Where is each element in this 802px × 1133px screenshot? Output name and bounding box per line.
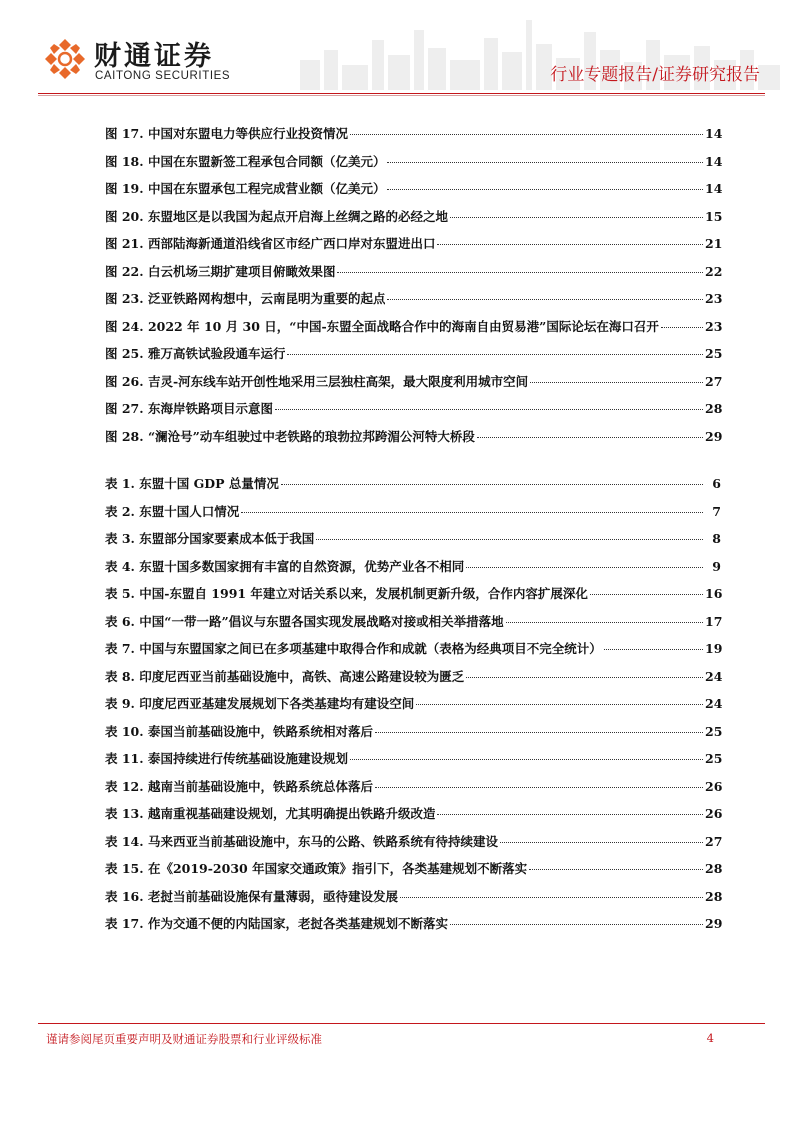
toc-table-entry-label: 表 14. 马来西亚当前基础设施中，东马的公路、铁路系统有待持续建设: [105, 833, 498, 849]
dot-leader: [316, 539, 703, 540]
toc-figure-entry[interactable]: [105, 372, 721, 400]
dot-leader: [477, 437, 703, 438]
toc-table-entry-label: 表 8. 印度尼西亚当前基础设施中，高铁、高速公路建设较为匮乏: [105, 668, 465, 684]
dot-leader: [387, 299, 703, 300]
dot-leader: [387, 162, 703, 163]
dot-leader: [506, 622, 703, 623]
toc-table-entry-page: 9: [712, 558, 721, 574]
toc-figure-entry-page: 15: [705, 208, 723, 224]
toc-table-entry-page: 6: [712, 476, 721, 491]
toc-table-entry-label: 表 9. 印度尼西亚基建发展规划下各类基建均有建设空间: [105, 696, 415, 711]
toc-figure-entry-label: 图 25. 雅万高铁试验段通车运行: [105, 346, 286, 361]
dot-leader: [661, 327, 703, 328]
toc-table-entry-label: 表 11. 泰国持续进行传统基础设施建设规划: [105, 751, 348, 766]
dot-leader: [450, 924, 703, 925]
dot-leader: [604, 649, 703, 650]
dot-leader: [437, 814, 703, 815]
dot-leader: [375, 732, 703, 733]
toc-table-entry-label: 表 1. 东盟十国 GDP 总量情况: [105, 476, 279, 491]
toc-figure-entry-label: 图 27. 东海岸铁路项目示意图: [105, 401, 273, 416]
dot-leader: [466, 677, 703, 678]
toc-table-entry-page: 7: [712, 503, 721, 519]
footer-disclaimer[interactable]: 谨请参阅尾页重要声明及财通证券股票和行业评级标准: [46, 1032, 322, 1046]
toc-table-entry-label: 表 3. 东盟部分国家要素成本低于我国: [105, 531, 315, 546]
toc-table-entry-label: 表 6. 中国“一带一路”倡议与东盟各国实现发展战略对接或相关举措落地: [105, 613, 504, 629]
toc-table-entry[interactable]: [105, 722, 721, 750]
toc-figure-entry[interactable]: [105, 317, 721, 345]
toc-table-entry[interactable]: [105, 694, 721, 722]
toc-figure-entry[interactable]: [105, 399, 721, 427]
toc-figure-entry[interactable]: [105, 179, 721, 207]
dot-leader: [287, 354, 703, 355]
toc-figure-entry[interactable]: [105, 234, 721, 262]
toc-table-entry-page: 19: [705, 641, 723, 656]
report-type: 行业专题报告/证券研究报告: [550, 65, 760, 85]
toc-figure-entry[interactable]: [105, 289, 721, 317]
dot-leader: [450, 217, 703, 218]
toc-table-entry[interactable]: [105, 914, 721, 942]
dot-leader: [375, 787, 703, 788]
toc-table-entry[interactable]: [105, 859, 721, 887]
toc-table-entry-label: 表 4. 东盟十国多数国家拥有丰富的自然资源，优势产业各不相同: [105, 558, 465, 574]
dot-leader: [416, 704, 703, 705]
dot-leader: [281, 484, 703, 485]
toc-table-entry[interactable]: [105, 639, 721, 667]
dot-leader: [275, 409, 703, 410]
toc-table-entry[interactable]: [105, 584, 721, 612]
dot-leader: [529, 869, 703, 870]
toc-table-entry-page: 26: [705, 806, 723, 821]
brand-name-cn: 财通证券: [94, 41, 214, 72]
toc-table-entry-page: 24: [705, 668, 723, 684]
toc-table-entry[interactable]: [105, 667, 721, 695]
toc-table-entry-page: 27: [705, 833, 723, 849]
toc-figure-entry-page: 28: [705, 401, 723, 416]
toc-table-entry-label: 表 2. 东盟十国人口情况: [105, 503, 240, 519]
dot-leader: [337, 272, 703, 273]
toc-table-entry-page: 26: [705, 778, 723, 794]
toc-figure-entry-page: 14: [705, 181, 723, 196]
toc-figure-entry[interactable]: [105, 207, 721, 235]
page-header: [0, 0, 802, 116]
toc-figure-entry-page: 25: [705, 346, 723, 361]
toc-table-entry-page: 17: [705, 613, 723, 629]
toc-table-entry-label: 表 16. 老挝当前基础设施保有量薄弱，亟待建设发展: [105, 888, 398, 904]
toc-table-entry-label: 表 15. 在《2019-2030 年国家交通政策》指引下，各类基建规划不断落实: [105, 861, 528, 876]
toc-table-entry-label: 表 7. 中国与东盟国家之间已在多项基建中取得合作和成就（表格为经典项目不完全统计）: [105, 641, 602, 656]
toc-figure-entry-label: 图 21. 西部陆海新通道沿线省区市经广西口岸对东盟进出口: [105, 236, 436, 251]
toc-figure-entry-label: 图 20. 东盟地区是以我国为起点开启海上丝绸之路的必经之地: [105, 208, 448, 224]
toc-figure-entry-label: 图 28. “澜沧号”动车组驶过中老铁路的琅勃拉邦跨湄公河特大桥段: [105, 428, 475, 444]
toc-table-entry[interactable]: [105, 502, 721, 530]
toc-figure-entry[interactable]: [105, 152, 721, 180]
header-divider: [38, 93, 765, 94]
dot-leader: [466, 567, 703, 568]
toc-figure-entry-label: 图 19. 中国在东盟承包工程完成营业额（亿美元）: [105, 181, 386, 196]
toc-figure-entry-label: 图 22. 白云机场三期扩建项目俯瞰效果图: [105, 263, 336, 279]
brand-name-en: CAITONG SECURITIES: [95, 70, 231, 82]
figure-list: [105, 124, 721, 454]
toc-table-entry[interactable]: [105, 529, 721, 557]
dot-leader: [530, 382, 703, 383]
header-divider-secondary: [38, 95, 765, 96]
toc-table-entry[interactable]: [105, 474, 721, 502]
toc-table-entry[interactable]: [105, 832, 721, 860]
toc-table-entry-page: 28: [705, 888, 723, 904]
toc-figure-entry-label: 图 24. 2022 年 10 月 30 日，“中国-东盟全面战略合作中的海南自由贸易港”国际论坛在海口召开: [105, 318, 659, 334]
toc-table-entry[interactable]: [105, 777, 721, 805]
toc-figure-entry-label: 图 26. 吉灵-河东线车站开创性地采用三层独柱高架，最大限度利用城市空间: [105, 373, 529, 389]
toc-table-entry[interactable]: [105, 749, 721, 777]
toc-figure-entry-page: 22: [705, 263, 723, 279]
page-number: 4: [706, 1031, 714, 1045]
toc-figure-entry-page: 14: [705, 126, 723, 141]
toc-figure-entry-page: 27: [705, 373, 723, 389]
toc-figure-entry[interactable]: [105, 344, 721, 372]
dot-leader: [590, 594, 703, 595]
toc-figure-entry-page: 29: [705, 428, 723, 444]
toc-table-entry[interactable]: [105, 557, 721, 585]
table-list: [105, 474, 721, 942]
dot-leader: [350, 134, 703, 135]
toc-table-entry-page: 28: [705, 861, 723, 876]
footer-divider: [38, 1023, 765, 1024]
dot-leader: [500, 842, 703, 843]
dot-leader: [437, 244, 703, 245]
toc-figure-entry-page: 23: [705, 318, 723, 334]
toc-table-entry-page: 25: [705, 751, 723, 766]
toc-figure-entry-label: 图 18. 中国在东盟新签工程承包合同额（亿美元）: [105, 153, 386, 169]
toc-figure-entry-page: 21: [705, 236, 723, 251]
toc-table-entry[interactable]: [105, 804, 721, 832]
toc-figure-entry-page: 23: [705, 291, 723, 306]
caitong-logo-icon: [44, 38, 86, 80]
toc-table-entry-page: 8: [712, 531, 721, 546]
toc-table-entry-page: 29: [705, 916, 723, 931]
toc-table-entry-page: 16: [705, 586, 723, 601]
toc-table-entry-label: 表 10. 泰国当前基础设施中，铁路系统相对落后: [105, 723, 373, 739]
toc-figure-entry-page: 14: [705, 153, 723, 169]
dot-leader: [387, 189, 703, 190]
toc-table-entry-label: 表 5. 中国-东盟自 1991 年建立对话关系以来，发展机制更新升级，合作内容扩展深化: [105, 586, 588, 601]
toc-table-entry-label: 表 17. 作为交通不便的内陆国家，老挝各类基建规划不断落实: [105, 916, 448, 931]
toc-table-entry-page: 25: [705, 723, 723, 739]
toc-table-entry[interactable]: [105, 887, 721, 915]
toc-table-entry-page: 24: [705, 696, 723, 711]
dot-leader: [350, 759, 703, 760]
toc-figure-entry[interactable]: [105, 427, 721, 455]
toc-figure-entry-label: 图 17. 中国对东盟电力等供应行业投资情况: [105, 126, 348, 141]
dot-leader: [241, 512, 703, 513]
toc-figure-entry[interactable]: [105, 262, 721, 290]
toc-table-entry[interactable]: [105, 612, 721, 640]
toc-figure-entry-label: 图 23. 泛亚铁路网构想中，云南昆明为重要的起点: [105, 291, 386, 306]
toc-table-entry-label: 表 12. 越南当前基础设施中，铁路系统总体落后: [105, 778, 373, 794]
toc-figure-entry[interactable]: [105, 124, 721, 152]
toc-table-entry-label: 表 13. 越南重视基础建设规划，尤其明确提出铁路升级改造: [105, 806, 436, 821]
dot-leader: [400, 897, 703, 898]
